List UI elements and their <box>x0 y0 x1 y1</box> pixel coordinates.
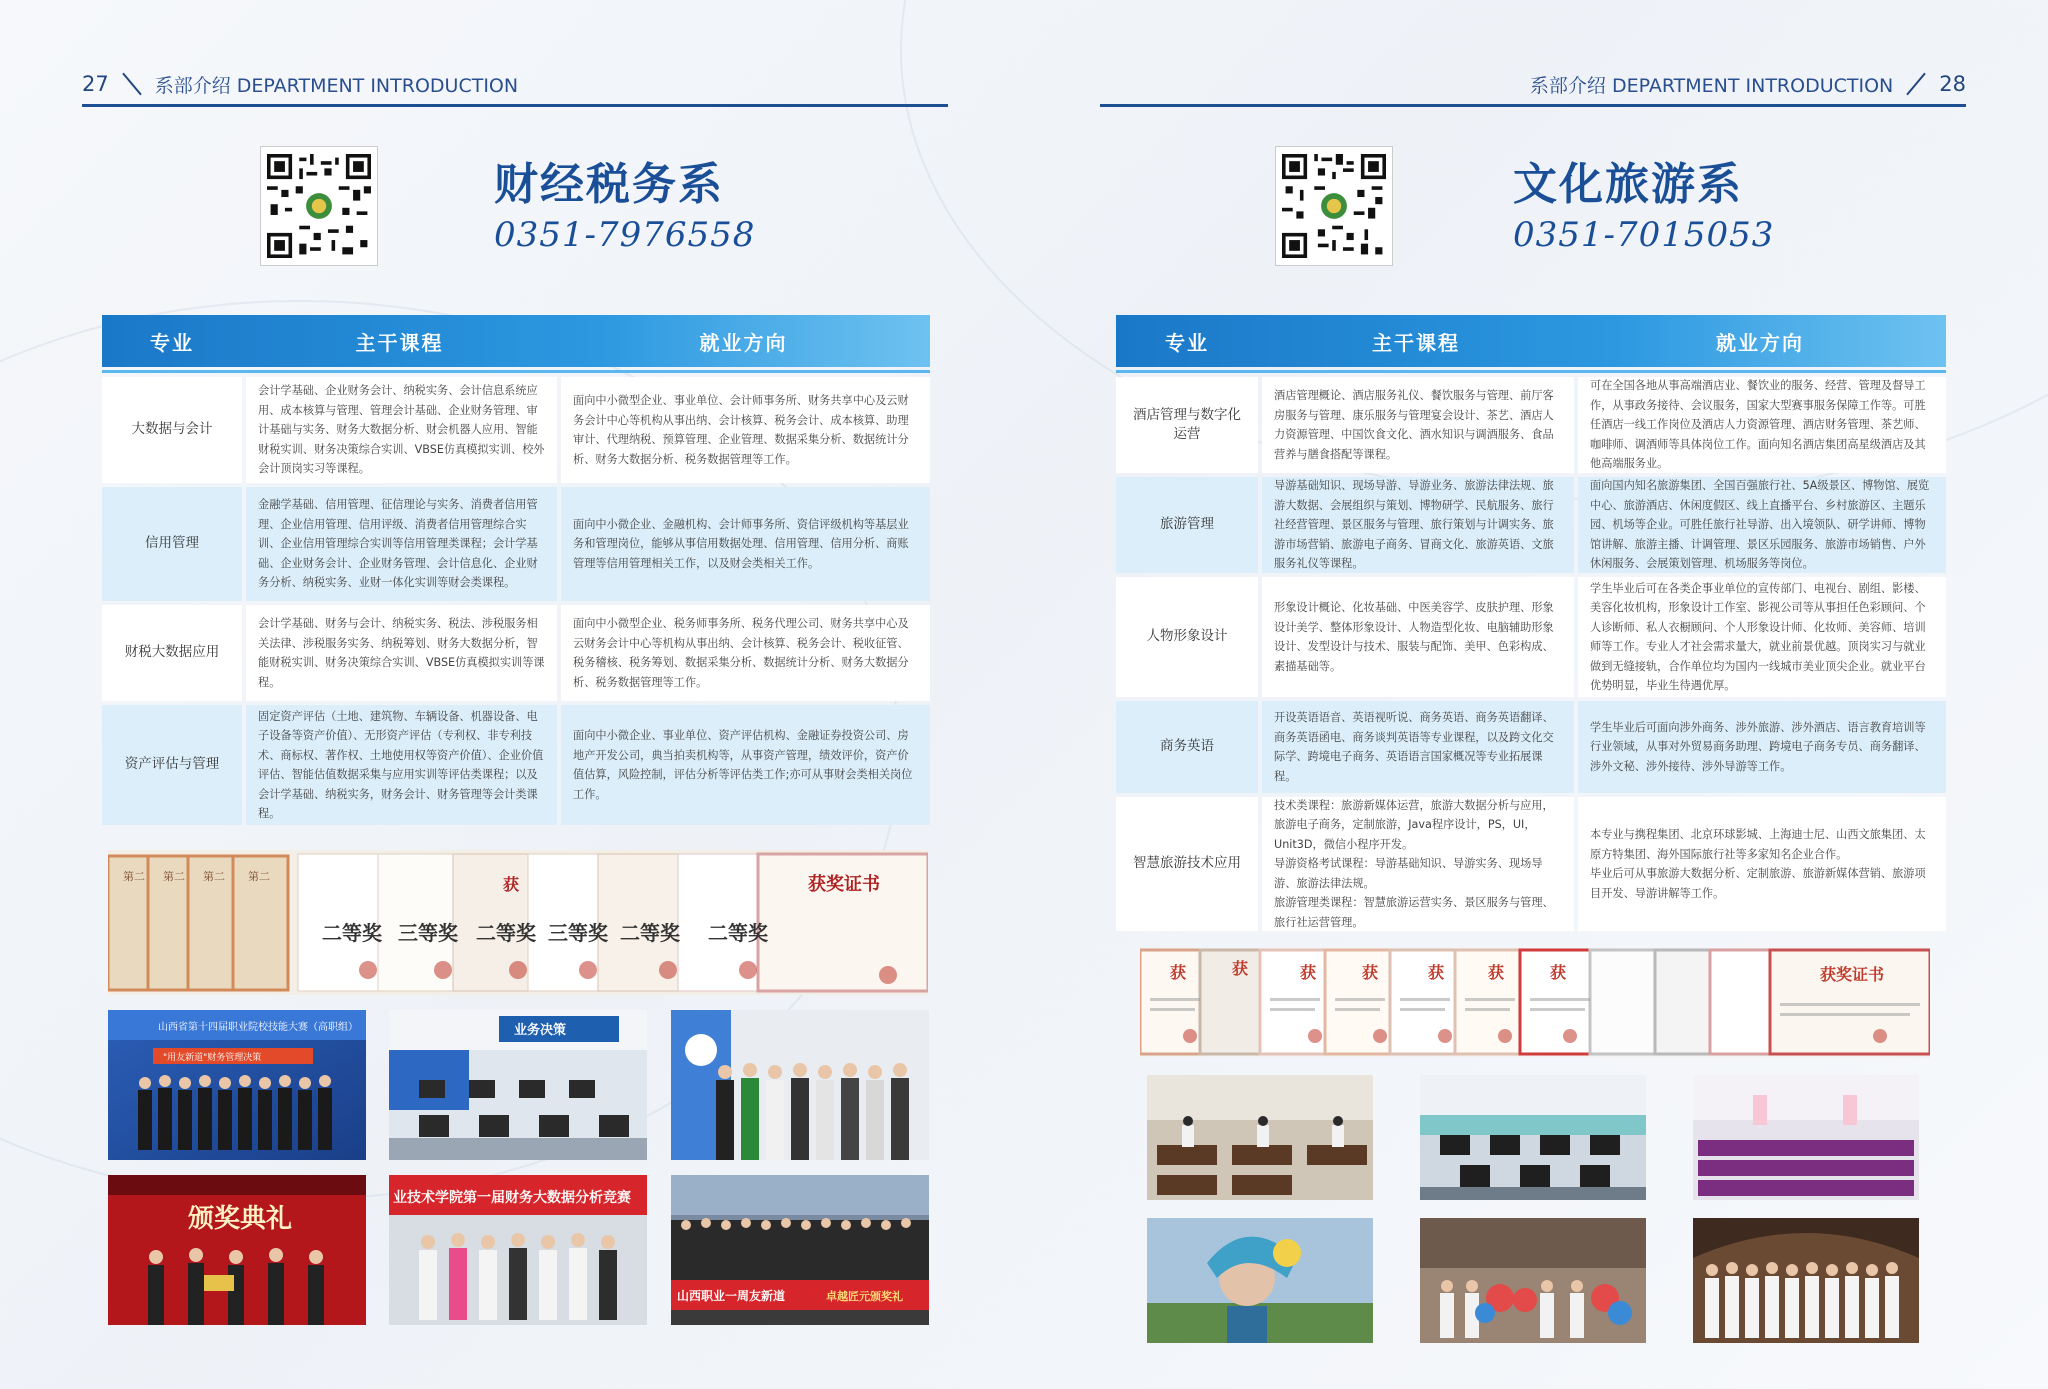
cert-text: 二等奖 <box>476 921 536 945</box>
header-rule <box>82 104 948 107</box>
department-phone: 0351-7015053 <box>1513 215 1775 255</box>
qr-code[interactable] <box>260 146 378 266</box>
photo-training-room <box>1420 1075 1646 1200</box>
cell-careers: 学生毕业后可在各类企事业单位的宣传部门、电视台、剧组、影楼、美容化妆机构，形象设计工作室、影视公司等从事担任色彩顾问、个人诊断师、私人衣橱顾问、个人形象设计师、化妆师、美容师、培训师等工作。专业人才社会需求量大，就业前景优越。顶岗实习与就业做到无缝接轨，合作单位均为国内一线城市美业顶尖企业。就业平台优势明显，毕业生待遇优厚。 <box>1578 577 1946 697</box>
photo-caption: 山西职业一周友新道 <box>677 1289 786 1303</box>
photo-competition-team <box>108 1010 366 1160</box>
header-courses: 主干课程 <box>355 330 444 355</box>
qr-code-icon <box>267 153 371 259</box>
cert-text: 二等奖 <box>708 921 768 945</box>
cell-courses: 会计学基础、企业财务会计、纳税实务、会计信息系统应用、成本核算与管理、管理会计基础、企业财务管理、审计基础与实务、财务大数据分析、财会机器人应用、智能财税实训、财务决策综合实训、VBSE仿真模拟实训、校外会计顶岗实习等课程。 <box>246 377 557 483</box>
cert-text: 获 <box>1428 963 1445 982</box>
photo-caption: 业技术学院第一届财务大数据分析竞赛 <box>393 1190 631 1206</box>
photo-award-ceremony <box>108 1175 366 1325</box>
table-row <box>102 377 930 487</box>
running-header <box>82 66 518 102</box>
photo-theme-park <box>1420 1218 1646 1343</box>
header-slash <box>1903 72 1929 96</box>
cell-major: 旅游管理 <box>1116 477 1258 573</box>
table-row <box>1116 377 1946 477</box>
cell-careers: 面向中小微型企业、税务师事务所、税务代理公司、财务共享中心及云财务会计中心等机构从事出纳、会计核算、税务会计、税收征管、税务稽核、税务筹划、数据采集分析、数据统计分析、财务大数据分析、税务数据管理等工作。 <box>561 605 930 701</box>
course-table <box>102 315 930 829</box>
section-label: 系部介绍 DEPARTMENT INTRODUCTION <box>1529 74 1894 97</box>
cert-text: 第二 <box>163 870 185 883</box>
photo-group-visit <box>671 1010 929 1160</box>
cert-text: 三等奖 <box>398 921 458 945</box>
running-header <box>1530 66 1966 102</box>
page-number: 27 <box>82 72 109 96</box>
photo-tea-class <box>1147 1075 1373 1200</box>
cell-major: 人物形象设计 <box>1116 577 1258 697</box>
cell-major: 商务英语 <box>1116 701 1258 793</box>
table-row <box>102 605 930 705</box>
department-title: 文化旅游系 <box>1513 159 1743 210</box>
photo-hospitality-team <box>1693 1218 1919 1343</box>
table-row <box>1116 701 1946 797</box>
cell-careers: 面向中小微型企业、事业单位、会计师事务所、财务共享中心及云财务会计中心等机构从事出纳、会计核算、税务会计、成本核算、助理审计、代理纳税、预算管理、企业管理、数据采集分析、数据统计分析、财务大数据分析、税务数据管理等工作。 <box>561 377 930 483</box>
cert-text: 获 <box>1300 963 1317 982</box>
photo-makeup-model <box>1147 1218 1373 1343</box>
page-number: 28 <box>1939 72 1966 96</box>
cert-text: 二等奖 <box>620 921 680 945</box>
table-row <box>1116 477 1946 577</box>
cert-text: 第二 <box>123 870 145 883</box>
table-header <box>1116 315 1946 367</box>
cert-text: 第二 <box>248 870 270 883</box>
table-row <box>102 705 930 829</box>
cell-major: 信用管理 <box>102 487 242 601</box>
department-title: 财经税务系 <box>494 159 724 210</box>
photo-caption: 颁奖典礼 <box>188 1204 293 1234</box>
table-row <box>1116 577 1946 701</box>
cell-careers: 学生毕业后可面向涉外商务、涉外旅游、涉外酒店、语言教育培训等行业领域，从事对外贸易商务助理、跨境电子商务专员、商务翻译、涉外文秘、涉外接待、涉外导游等工作。 <box>1578 701 1946 793</box>
header-slash <box>119 72 145 96</box>
cell-careers: 面向中小微企业、金融机构、会计师事务所、资信评级机构等基层业务和管理岗位，能够从事信用数据处理、信用管理、信用分析、商账管理等信用管理相关工作，以及财会类相关工作。 <box>561 487 930 601</box>
cell-careers: 面向中小微企业、事业单位、资产评估机构、金融证券投资公司、房地产开发公司，典当拍卖机构等，从事资产管理，绩效评价，资产价值估算，风险控制，评估分析等评估类工作;亦可从事财会类相关岗位工作。 <box>561 705 930 825</box>
cell-courses: 导游基础知识、现场导游、导游业务、旅游法律法规、旅游大数据、会展组织与策划、博物研学、民航服务、旅行社经营管理、景区服务与管理、旅行策划与计调实务、旅游市场营销、旅游电子商务、冒商文化、旅游英语、文旅服务礼仪等课程。 <box>1262 477 1574 573</box>
cell-major: 酒店管理与数字化运营 <box>1116 377 1258 473</box>
cell-courses: 会计学基础、财务与会计、纳税实务、税法、涉税服务相关法律、涉税服务实务、纳税筹划、财务大数据分析，智能财税实训、财务决策综合实训、VBSE仿真模拟实训等课程。 <box>246 605 557 701</box>
photo-caption: 山西省第十四届职业院校技能大赛（高职组） <box>158 1022 358 1033</box>
cert-text: 获 <box>1170 963 1187 982</box>
cell-major: 智慧旅游技术应用 <box>1116 797 1258 931</box>
header-courses: 主干课程 <box>1372 330 1460 355</box>
cert-text: 第二 <box>203 870 225 883</box>
header-major: 专业 <box>150 330 194 355</box>
cert-text: 获奖证书 <box>1820 965 1885 984</box>
cert-text: 获 <box>1232 959 1249 978</box>
photo-group-banner <box>671 1175 929 1325</box>
photo-finance-contest <box>389 1175 647 1325</box>
table-row <box>102 487 930 605</box>
cell-major: 财税大数据应用 <box>102 605 242 701</box>
cert-text: 三等奖 <box>548 921 608 945</box>
photo-caption: 卓越匠元颁奖礼 <box>826 1290 903 1303</box>
cell-courses: 金融学基础、信用管理、征信理论与实务、消费者信用管理、企业信用管理、信用评级、消费者信用管理综合实训、企业信用管理综合实训等信用管理类课程；会计学基础、企业财务会计、企业财务管理、会计信息化、企业财务分析、纳税实务、业财一体化实训等财会类课程。 <box>246 487 557 601</box>
cert-text: 二等奖 <box>322 921 382 945</box>
department-phone: 0351-7976558 <box>494 215 756 255</box>
course-table <box>1116 315 1946 935</box>
cert-text: 获 <box>1550 963 1567 982</box>
cert-text: 获奖证书 <box>808 874 880 895</box>
certificates-strip <box>108 850 928 995</box>
header-careers: 就业方向 <box>699 330 788 355</box>
header-careers: 就业方向 <box>1716 330 1804 355</box>
photo-caption: "用友新道"财务管理决策 <box>163 1053 262 1063</box>
section-label: 系部介绍 DEPARTMENT INTRODUCTION <box>154 74 519 97</box>
cell-careers: 本专业与携程集团、北京环球影城、上海迪士尼、山西文旅集团、太原方特集团、海外国际旅行社等多家知名企业合作。 毕业后可从事旅游大数据分析、定制旅游、旅游新媒体营销、旅游项目开发、导游讲解等工作。 <box>1578 797 1946 931</box>
photo-beauty-salon <box>1693 1075 1919 1200</box>
cell-courses: 开设英语语音、英语视听说、商务英语、商务英语翻译、商务英语函电、商务谈判英语等专业课程，以及跨文化交际学、跨境电子商务、英语语言国家概况等专业拓展课程。 <box>1262 701 1574 793</box>
header-rule <box>1100 104 1966 107</box>
cell-courses: 技术类课程：旅游新媒体运营，旅游大数据分析与应用，旅游电子商务，定制旅游，Java程序设计，PS，UI，Unit3D，微信小程序开发。 导游资格考试课程：导游基础知识、导游实务、现场导游、旅游法律法规。 旅游管理类课程：智慧旅游运营实务、景区服务与管理、旅行社运营管理。 <box>1262 797 1574 931</box>
qr-code[interactable] <box>1275 146 1393 266</box>
table-row <box>1116 797 1946 935</box>
qr-code-icon <box>1282 153 1386 259</box>
certificates-strip <box>1140 948 1930 1058</box>
cert-text: 获 <box>503 875 520 894</box>
cell-major: 资产评估与管理 <box>102 705 242 825</box>
cert-text: 获 <box>1488 963 1505 982</box>
photo-computer-lab <box>389 1010 647 1160</box>
cell-courses: 形象设计概论、化妆基础、中医美容学、皮肤护理、形象设计美学、整体形象设计、人物造型化妆、电脑辅助形象设计、发型设计与技术、服装与配饰、美甲、色彩构成、素描基础等。 <box>1262 577 1574 697</box>
cell-careers: 可在全国各地从事高端酒店业、餐饮业的服务、经营、管理及督导工作，从事政务接待、会议服务，国家大型赛事服务保障工作等。可胜任酒店一线工作岗位及酒店人力资源管理、酒店财务管理、茶艺师、咖啡师、调酒师等具体岗位工作。面向知名酒店集团高星级酒店及其他高端服务业。 <box>1578 377 1946 473</box>
cell-courses: 固定资产评估（土地、建筑物、车辆设备、机器设备、电子设备等资产价值）、无形资产评估（专利权、非专利技术、商标权、著作权、土地使用权等资产价值）、企业价值评估、智能估值数据采集与应用实训等评估类课程；以及会计学基础、纳税实务，财务会计、财务管理等会计类课程。 <box>246 705 557 825</box>
cell-careers: 面向国内知名旅游集团、全国百强旅行社、5A级景区、博物馆、展览中心、旅游酒店、休闲度假区、线上直播平台、乡村旅游区、主题乐园、机场等企业。可胜任旅行社导游、出入境领队、研学讲师、博物馆讲解、旅游主播、计调管理、景区乐园服务、旅游市场销售、户外休闲服务、会展策划管理、机场服务等岗位。 <box>1578 477 1946 573</box>
header-major: 专业 <box>1165 330 1209 355</box>
table-header <box>102 315 930 367</box>
photo-caption: 业务决策 <box>514 1023 567 1038</box>
cert-text: 获 <box>1362 963 1379 982</box>
cell-courses: 酒店管理概论、酒店服务礼仪、餐饮服务与管理、前厅客房服务与管理、康乐服务与管理宴会设计、茶艺、酒店人力资源管理、中国饮食文化、酒水知识与调酒服务、食品营养与膳食搭配等课程。 <box>1262 377 1574 473</box>
page-right <box>1024 0 2048 1389</box>
cell-major: 大数据与会计 <box>102 377 242 483</box>
